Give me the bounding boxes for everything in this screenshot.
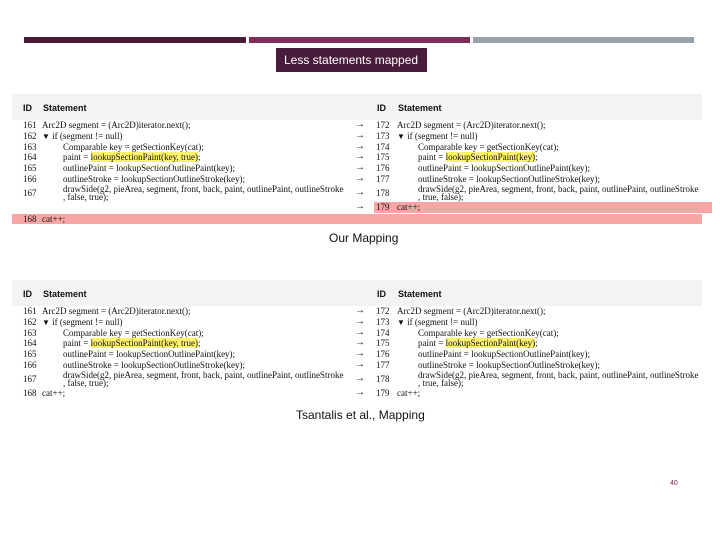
left-statement: cat++; (42, 387, 66, 398)
left-line-id: 163 (23, 327, 37, 338)
left-statement: Arc2D segment = (Arc2D)iterator.next(); (42, 120, 191, 130)
left-statement: outlinePaint = lookupSectionOutlinePaint(key); (63, 349, 236, 360)
changed-token: lookupSectionPaint(key) (445, 338, 536, 349)
right-statement: ▼ if (segment != null) (397, 316, 478, 327)
left-statement: outlineStroke = lookupSectionOutlineStroke(key); (63, 359, 246, 370)
right-line-id: 173 (376, 316, 390, 327)
left-line-id: 162 (23, 130, 37, 141)
arrow-icon: → (355, 315, 365, 327)
changed-token: lookupSectionPaint(key, true) (90, 338, 198, 349)
arrow-icon: → (355, 172, 365, 184)
slide-title: Less statements mapped (276, 48, 427, 72)
left-statement: ▼ if (segment != null) (42, 316, 123, 327)
left-statement: Comparable key = getSectionKey(cat); (63, 327, 204, 338)
arrow-icon: → (355, 162, 365, 174)
table-row (12, 388, 702, 399)
arrow-icon: → (355, 372, 365, 384)
left-line-id: 167 (23, 373, 37, 384)
right-statement: drawSide(g2, pieArea, segment, front, back, paint, outlinePaint, outlineStroke , true, false); (418, 369, 699, 389)
arrow-icon: → (355, 337, 365, 349)
arrow-icon: → (355, 200, 365, 212)
right-line-id: 175 (376, 152, 390, 163)
header-bar-dark (24, 37, 246, 43)
our-mapping-table (12, 94, 702, 228)
left-statement: paint = lookupSectionPaint(key, true); (63, 152, 201, 163)
right-statement: Arc2D segment = (Arc2D)iterator.next(); (397, 306, 546, 316)
right-line-id: 176 (376, 163, 390, 174)
table-header (12, 94, 702, 120)
left-statement: cat++; (42, 213, 66, 224)
collapse-triangle-icon[interactable]: ▼ (42, 131, 50, 141)
arrow-icon: → (355, 305, 365, 316)
arrow-icon: → (355, 119, 365, 130)
right-line-id: 179 (376, 387, 390, 398)
our-mapping-caption: Our Mapping (329, 231, 399, 245)
right-line-id: 173 (376, 130, 390, 141)
left-line-id: 166 (23, 173, 37, 184)
right-statement: paint = lookupSectionPaint(key); (418, 152, 538, 163)
right-statement: Arc2D segment = (Arc2D)iterator.next(); (397, 120, 546, 130)
right-line-id: 172 (376, 120, 390, 130)
right-statement: ▼ if (segment != null) (397, 130, 478, 141)
unmapped-row-right: 179 cat++; (374, 202, 712, 213)
left-line-id: 168 (23, 213, 37, 224)
right-line-id: 174 (376, 327, 390, 338)
right-line-id: 174 (376, 141, 390, 152)
table-row (12, 202, 702, 213)
changed-token: lookupSectionPaint(key) (445, 152, 536, 163)
left-line-id: 165 (23, 163, 37, 174)
right-statement: outlineStroke = lookupSectionOutlineStroke(key); (418, 173, 601, 184)
right-statement: drawSide(g2, pieArea, segment, front, back, paint, outlinePaint, outlineStroke , true, false); (418, 183, 699, 203)
left-line-id: 161 (23, 120, 37, 130)
collapse-triangle-icon[interactable]: ▼ (397, 317, 405, 327)
collapse-triangle-icon[interactable]: ▼ (397, 131, 405, 141)
arrow-icon: → (355, 140, 365, 152)
right-statement: Comparable key = getSectionKey(cat); (418, 327, 559, 338)
unmapped-row-left (12, 214, 702, 225)
left-line-id: 165 (23, 349, 37, 360)
arrow-icon: → (355, 326, 365, 338)
arrow-icon: → (355, 358, 365, 370)
right-statement: cat++; (397, 387, 421, 398)
changed-token: lookupSectionPaint(key, true) (90, 152, 198, 163)
left-statement: Arc2D segment = (Arc2D)iterator.next(); (42, 306, 191, 316)
left-line-id: 167 (23, 187, 37, 198)
id-header-left: ID (23, 289, 32, 299)
arrow-icon: → (355, 151, 365, 163)
left-line-id: 164 (23, 152, 37, 163)
left-line-id: 163 (23, 141, 37, 152)
left-line-id: 164 (23, 338, 37, 349)
right-line-id: 178 (376, 373, 390, 384)
statement-header-right: Statement (398, 103, 442, 113)
table-row (12, 371, 702, 388)
table-row (12, 185, 702, 202)
id-header-right: ID (377, 289, 386, 299)
right-line-id: 175 (376, 338, 390, 349)
statement-header-left: Statement (43, 289, 87, 299)
left-statement: drawSide(g2, pieArea, segment, front, back, paint, outlinePaint, outlineStroke , false, true); (63, 369, 344, 389)
right-statement: outlineStroke = lookupSectionOutlineStroke(key); (418, 359, 601, 370)
id-header-right: ID (377, 103, 386, 113)
right-line-id: 177 (376, 359, 390, 370)
arrow-icon: → (355, 348, 365, 360)
statement-header-left: Statement (43, 103, 87, 113)
id-header-left: ID (23, 103, 32, 113)
right-statement: Comparable key = getSectionKey(cat); (418, 141, 559, 152)
left-statement: outlinePaint = lookupSectionOutlinePaint(key); (63, 163, 236, 174)
header-bar-gray (473, 37, 694, 43)
left-statement: ▼ if (segment != null) (42, 130, 123, 141)
table-row (12, 131, 702, 142)
left-line-id: 168 (23, 387, 37, 398)
right-line-id: 176 (376, 349, 390, 360)
statement-header-right: Statement (398, 289, 442, 299)
arrow-icon: → (355, 386, 365, 398)
left-statement: paint = lookupSectionPaint(key, true); (63, 338, 201, 349)
arrow-icon: → (355, 186, 365, 198)
left-line-id: 162 (23, 316, 37, 327)
right-line-id: 172 (376, 306, 390, 316)
right-statement: paint = lookupSectionPaint(key); (418, 338, 538, 349)
tsantalis-mapping-caption: Tsantalis et al., Mapping (296, 408, 425, 422)
left-statement: Comparable key = getSectionKey(cat); (63, 141, 204, 152)
header-bar-accent (249, 37, 470, 43)
right-statement: outlinePaint = lookupSectionOutlinePaint(key); (418, 163, 591, 174)
table-row (12, 317, 702, 328)
collapse-triangle-icon[interactable]: ▼ (42, 317, 50, 327)
tsantalis-mapping-table (12, 280, 702, 404)
left-line-id: 166 (23, 359, 37, 370)
left-statement: outlineStroke = lookupSectionOutlineStroke(key); (63, 173, 246, 184)
table-header (12, 280, 702, 306)
left-line-id: 161 (23, 306, 37, 316)
right-line-id: 177 (376, 173, 390, 184)
right-statement: outlinePaint = lookupSectionOutlinePaint(key); (418, 349, 591, 360)
left-statement: drawSide(g2, pieArea, segment, front, back, paint, outlinePaint, outlineStroke , false, true); (63, 183, 344, 203)
right-line-id: 178 (376, 187, 390, 198)
arrow-icon: → (355, 129, 365, 141)
page-number: 40 (670, 480, 678, 487)
